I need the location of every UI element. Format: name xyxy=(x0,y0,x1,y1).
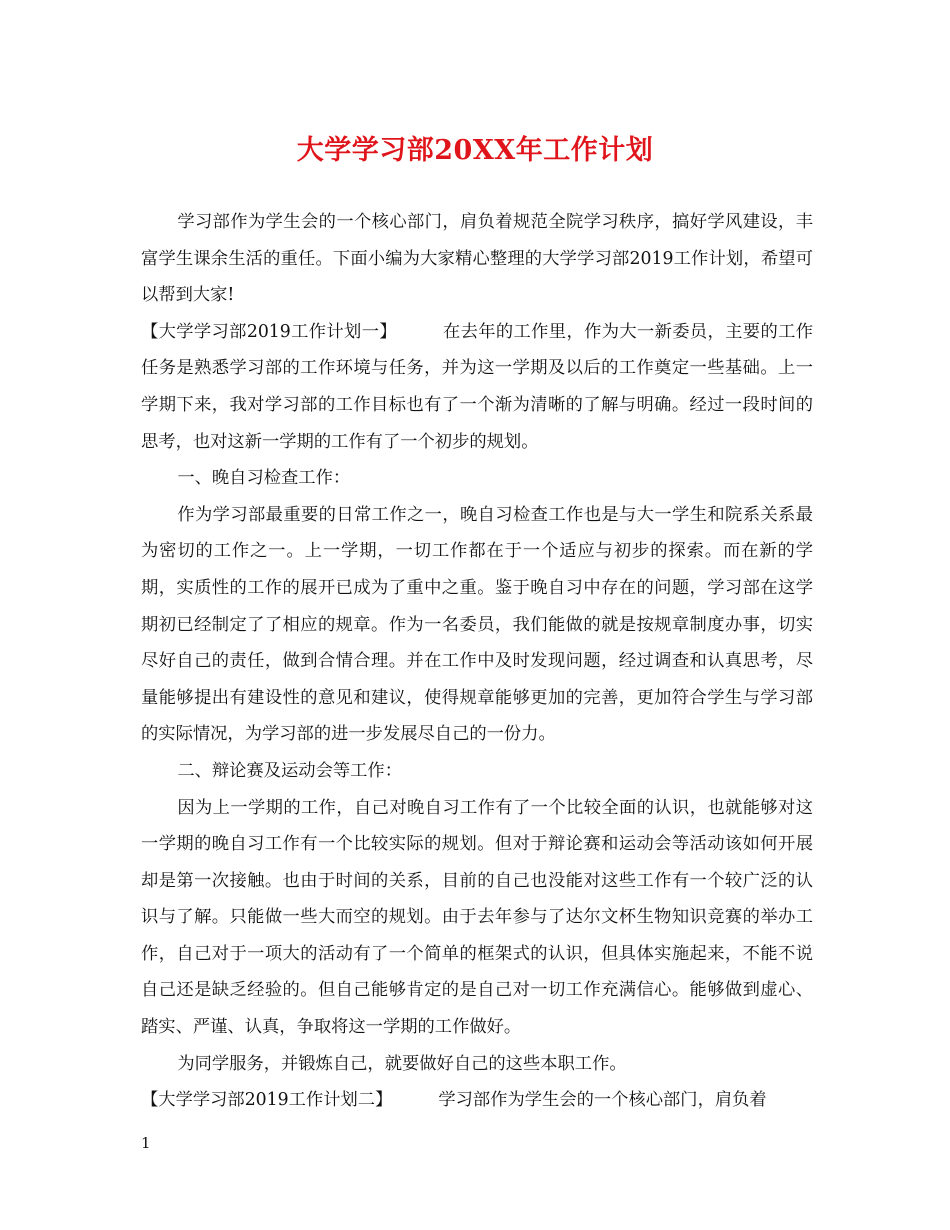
section1-paragraph: 作为学习部最重要的日常工作之一，晚自习检查工作也是与大一学生和院系关系最为密切的工作之一。上一学期，一切工作都在于一个适应与初步的探索。而在新的学期，实质性的工作的展开已成为了重中之重。鉴于晚自习中存在的问题，学习部在这学期初已经制定了了相应的规章。作为一名委员，我们能做的就是按规章制度办事，切实尽好自己的责任，做到合情合理。并在工作中及时发现问题，经过调查和认真思考，尽量能够提出有建设性的意见和建议，使得规章能够更加的完善，更加符合学生与学习部的实际情况，为学习部的进一步发展尽自己的一份力。 xyxy=(141,504,813,745)
section1-heading: 一、晚自习检查工作： xyxy=(177,468,351,489)
intro-paragraph: 学习部作为学生会的一个核心部门，肩负着规范全院学习秩序，搞好学风建设，丰富学生课余生活的重任。下面小编为大家精心整理的大学学习部2019工作计划，希望可以帮到大家! xyxy=(141,212,813,306)
plan1-heading: 【大学学习部2019工作计划一】 xyxy=(141,321,397,342)
plan2-heading: 【大学学习部2019工作计划二】 xyxy=(141,1090,393,1111)
document-body xyxy=(141,204,813,1119)
page-number: 1 xyxy=(141,1134,151,1152)
plan2-paragraph xyxy=(141,1082,813,1119)
plan1-paragraph xyxy=(141,314,813,460)
plan2-lead-text: 学习部作为学生会的一个核心部门，肩负着 xyxy=(438,1090,767,1111)
plan1-lead-text: 在去年的工作里，作为大一新委员，主要的工作任务是熟悉学习部的工作环境与任务，并为这一学期及以后的工作奠定一些基础。上一学期下来，我对学习部的工作目标也有了一个渐为清晰的了解与明确。经过一段时间的思考，也对这新一学期的工作有了一个初步的规划。 xyxy=(141,321,813,452)
section2-heading: 二、辩论赛及运动会等工作： xyxy=(177,760,402,781)
section2-paragraph: 因为上一学期的工作，自己对晚自习工作有了一个比较全面的认识，也就能够对这一学期的晚自习工作有一个比较实际的规划。但对于辩论赛和运动会等活动该如何开展却是第一次接触。也由于时间的关系，目前的自己也没能对这些工作有一个较广泛的认识与了解。只能做一些大而空的规划。由于去年参与了达尔文杯生物知识竞赛的举办工作，自己对于一项大的活动有了一个简单的框架式的认识，但具体实施起来，不能不说自己还是缺乏经验的。但自己能够肯定的是自己对一切工作充满信心。能够做到虚心、踏实、严谨、认真，争取将这一学期的工作做好。 xyxy=(141,797,813,1038)
closing-paragraph: 为同学服务，并锻炼自己，就要做好自己的这些本职工作。 xyxy=(177,1053,627,1074)
document-title: 大学学习部20XX年工作计划 xyxy=(296,135,654,166)
